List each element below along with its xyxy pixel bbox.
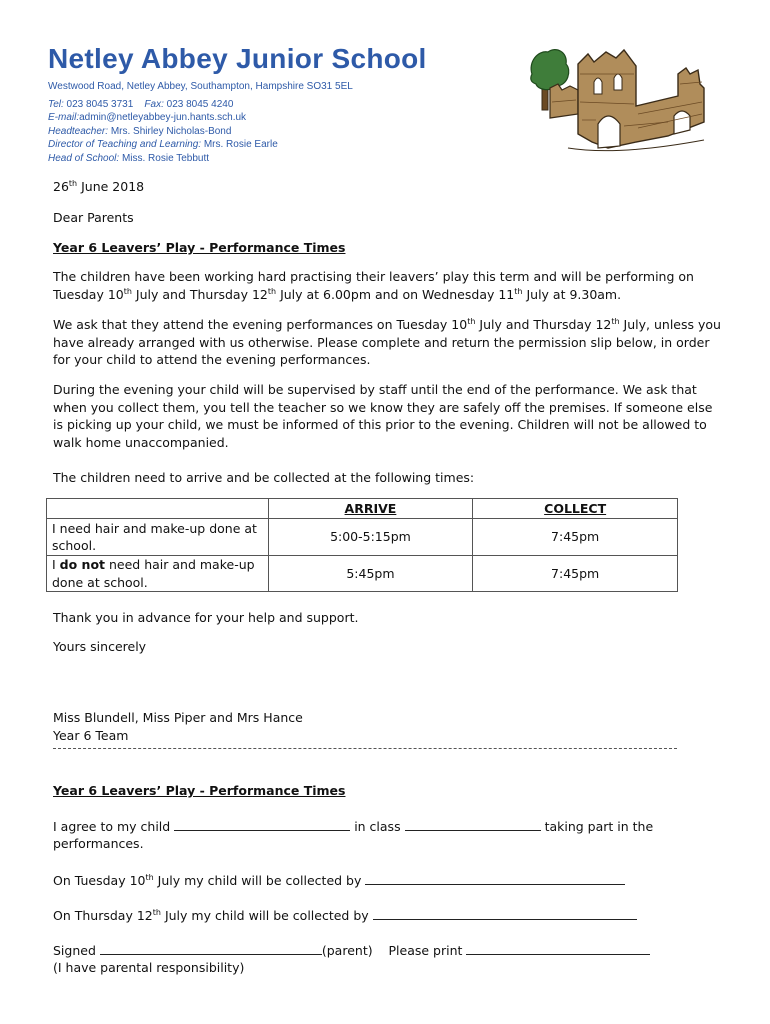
fax-value: 023 8045 4240	[166, 98, 234, 110]
slip-signature-line	[53, 941, 721, 960]
row-arrive-time: 5:00-5:15pm	[268, 519, 473, 556]
table-row	[47, 519, 678, 556]
email-value: admin@netleyabbey-jun.hants.sch.uk	[79, 112, 247, 123]
paragraph-evening	[53, 316, 721, 369]
print-label: Please print	[388, 943, 463, 958]
print-name-blank[interactable]	[466, 941, 650, 955]
date-suffix: th	[68, 178, 78, 188]
headteacher-label: Headteacher:	[48, 125, 109, 137]
p2-sup-1: th	[467, 316, 476, 326]
salutation: Dear Parents	[53, 210, 134, 225]
table-header-row	[47, 499, 678, 519]
head-of-school-line	[48, 152, 528, 166]
p1-sup-2: th	[267, 286, 277, 296]
letter-heading: Year 6 Leavers’ Play - Performance Times	[53, 240, 346, 255]
row2-label-b: need hair and make-up done at school.	[52, 557, 255, 590]
contact-email-line	[48, 111, 528, 125]
contact-phone-line	[48, 98, 528, 112]
slip-heading: Year 6 Leavers’ Play - Performance Times	[53, 783, 346, 798]
paragraph-times-intro: The children need to arrive and be collected at the following times:	[53, 470, 475, 485]
table-header-empty	[47, 499, 269, 519]
p1-sup-3: th	[514, 286, 523, 296]
signed-label: Signed	[53, 943, 96, 958]
signature-blank[interactable]	[100, 941, 322, 955]
abbey-ruins-with-tree-icon	[528, 44, 708, 156]
cut-line	[53, 748, 677, 749]
p2-text-c: July, unless you have already arranged with us otherwise. Please complete and return the permission slip below, in order for your child to attend the evening performances.	[53, 317, 721, 367]
school-name: Netley Abbey Junior School	[48, 43, 427, 74]
row2-label-bold: do not	[59, 557, 106, 572]
p2-text-a: We ask that they attend the evening performances on Tuesday 10	[53, 317, 468, 332]
director-label: Director of Teaching and Learning:	[48, 139, 202, 150]
letter-date	[53, 178, 721, 196]
email-label: E-mail:	[48, 112, 80, 123]
head-of-school-name: Miss. Rosie Tebbutt	[121, 152, 210, 164]
fax-label: Fax:	[144, 98, 164, 110]
p1-text-a: The children have been working hard practising their leavers’ play this term and will be performing on Tuesday 10	[53, 269, 694, 302]
tel-value: 023 8045 3731	[66, 98, 134, 110]
tuesday-collector-blank[interactable]	[365, 871, 625, 885]
director-line	[48, 138, 528, 152]
thu-sup: th	[152, 907, 161, 917]
p1-text-c: July at 6.00pm and on Wednesday 11	[276, 286, 515, 302]
tue-text-a: On Tuesday 10	[53, 873, 146, 888]
row-label-hair-at-school: I need hair and make-up done at school.	[47, 519, 269, 556]
tue-text-b: July my child will be collected by	[153, 873, 362, 888]
date-day: 26	[53, 179, 69, 194]
tel-label: Tel:	[48, 98, 64, 110]
row-collect-time: 7:45pm	[473, 519, 678, 556]
thu-text-a: On Thursday 12	[53, 908, 153, 923]
slip-tuesday-line	[53, 871, 721, 890]
paragraph-performances	[53, 268, 721, 303]
child-name-blank[interactable]	[174, 817, 350, 831]
slip-agree-line-end: performances.	[53, 836, 144, 851]
p1-text-b: July and Thursday 12	[131, 286, 268, 302]
row2-label-a: I	[52, 557, 60, 572]
p1-sup-1: th	[123, 286, 132, 296]
team-name: Year 6 Team	[53, 728, 129, 743]
thursday-collector-blank[interactable]	[373, 906, 637, 920]
agree-text-a: I agree to my child	[53, 819, 171, 834]
headteacher-name: Mrs. Shirley Nicholas-Bond	[110, 125, 232, 137]
thanks-line: Thank you in advance for your help and support.	[53, 610, 359, 625]
paragraph-supervision: During the evening your child will be supervised by staff until the end of the performance. We ask that when you collect them, you tell the teacher so we know they are safely off the premises. If someone else is picking up your child, we must be informed of this prior to the evening. Children will not be allowed to walk home unaccompanied.	[53, 382, 713, 450]
agree-text-b: in class	[354, 819, 401, 834]
slip-thursday-line	[53, 906, 721, 925]
letterhead	[48, 42, 528, 165]
agree-text-c: taking part in the	[544, 819, 654, 834]
table-row	[47, 556, 678, 592]
date-rest: June 2018	[77, 179, 145, 194]
table-header-collect: COLLECT	[473, 499, 678, 519]
slip-agree-line	[53, 817, 721, 836]
parent-label: (parent)	[321, 943, 373, 958]
head-of-school-label: Head of School:	[48, 152, 120, 164]
parental-responsibility-note: (I have parental responsibility)	[53, 960, 245, 975]
p2-text-b: July and Thursday 12	[475, 317, 612, 332]
row-collect-time: 7:45pm	[473, 556, 678, 592]
thu-text-b: July my child will be collected by	[160, 908, 369, 923]
headteacher-line	[48, 125, 528, 139]
class-blank[interactable]	[405, 817, 541, 831]
p2-sup-2: th	[611, 316, 620, 326]
closing-line: Yours sincerely	[53, 639, 147, 654]
signatories: Miss Blundell, Miss Piper and Mrs Hance	[53, 710, 303, 725]
row-arrive-time: 5:45pm	[268, 556, 473, 592]
p1-text-d: July at 9.30am.	[522, 286, 622, 302]
tue-sup: th	[145, 872, 154, 882]
table-header-arrive: ARRIVE	[268, 499, 473, 519]
row-label-no-hair	[47, 556, 269, 592]
times-table	[46, 498, 678, 592]
school-address: Westwood Road, Netley Abbey, Southampton, Hampshire SO31 5EL	[48, 81, 353, 92]
director-name: Mrs. Rosie Earle	[203, 139, 278, 150]
